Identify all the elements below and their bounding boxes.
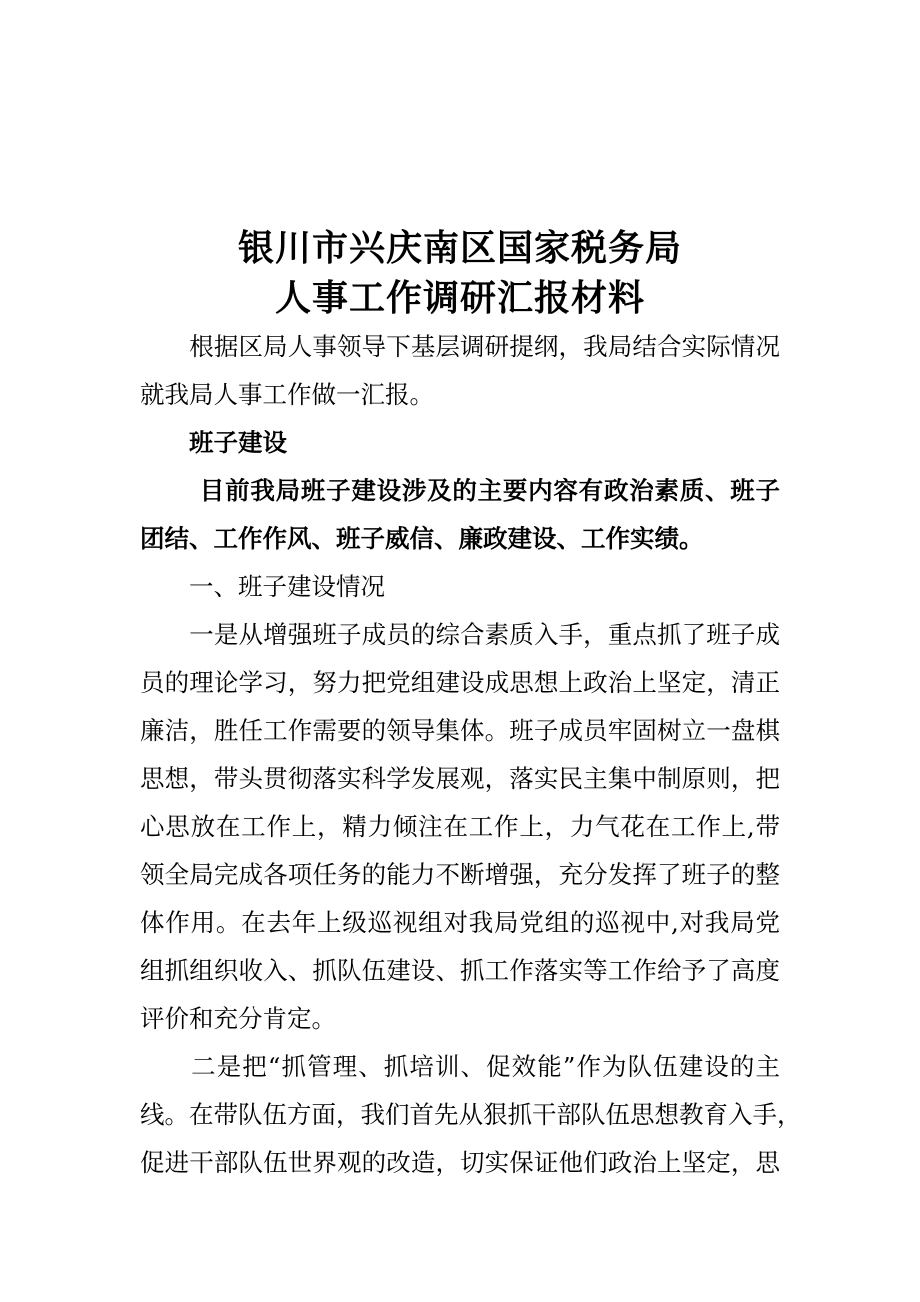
document-title-line-2: 人事工作调研汇报材料 — [274, 277, 645, 319]
subsection-heading: 一、班子建设情况 — [140, 572, 385, 601]
paragraph-line: 就我局人事工作做一汇报。 — [140, 380, 434, 409]
paragraph-line: 一是从增强班子成员的综合素质入手，重点抓了班子成 — [140, 620, 780, 649]
paragraph-line: 目前我局班子建设涉及的主要内容有政治素质、班子 — [140, 476, 780, 505]
paragraph-line: 员的理论学习，努力把党组建设成思想上政治上坚定，清正 — [140, 668, 780, 697]
paragraph-line: 二是把“抓管理、抓培训、促效能”作为队伍建设的主 — [140, 1052, 780, 1081]
paragraph-line: 评价和充分肯定。 — [140, 1004, 336, 1033]
paragraph-line: 团结、工作作风、班子威信、廉政建设、工作实绩。 — [140, 524, 704, 553]
document-title-line-1: 银川市兴庆南区国家税务局 — [237, 227, 682, 269]
paragraph-line: 廉洁，胜任工作需要的领导集体。班子成员牢固树立一盘棋 — [140, 716, 780, 745]
paragraph-line: 体作用。在去年上级巡视组对我局党组的巡视中,对我局党 — [140, 908, 780, 937]
section-heading: 班子建设 — [140, 428, 287, 457]
paragraph-line: 根据区局人事领导下基层调研提纲，我局结合实际情况 — [140, 332, 780, 361]
paragraph-line: 领全局完成各项任务的能力不断增强，充分发挥了班子的整 — [140, 860, 780, 889]
paragraph-line: 线。在带队伍方面，我们首先从狠抓干部队伍思想教育入手， — [140, 1100, 802, 1129]
paragraph-line: 思想，带头贯彻落实科学发展观，落实民主集中制原则，把 — [140, 764, 780, 793]
paragraph-line: 组抓组织收入、抓队伍建设、抓工作落实等工作给予了高度 — [140, 956, 780, 985]
paragraph-line: 促进干部队伍世界观的改造，切实保证他们政治上坚定，思 — [140, 1148, 780, 1177]
paragraph-line: 心思放在工作上，精力倾注在工作上，力气花在工作上,带 — [140, 812, 780, 841]
